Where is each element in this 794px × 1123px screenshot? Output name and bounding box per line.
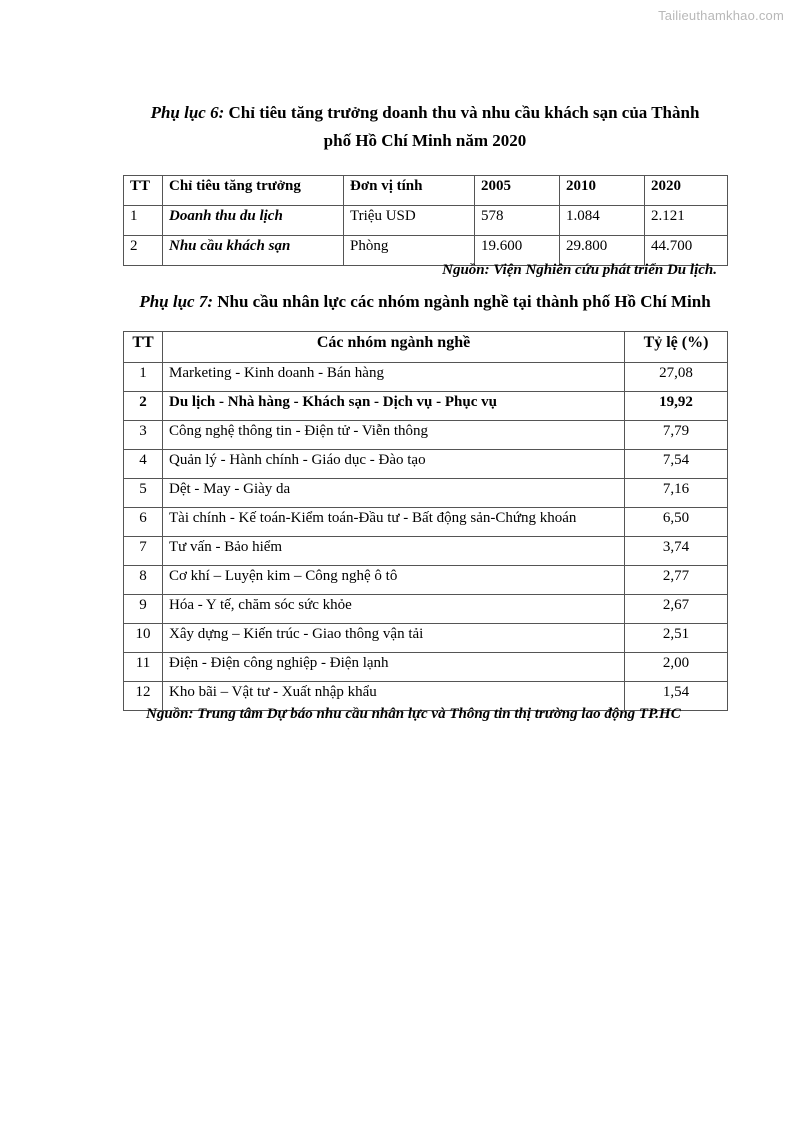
cell-rate: 2,51 [625, 624, 728, 653]
appendix-6-source: Nguồn: Viện Nghiên cứu phát triển Du lịch. [442, 262, 717, 278]
cell-tt: 9 [124, 595, 163, 624]
cell-group: Tài chính - Kế toán-Kiểm toán-Đầu tư - Bất động sản-Chứng khoán [163, 508, 625, 537]
cell-group: Xây dựng – Kiến trúc - Giao thông vận tải [163, 624, 625, 653]
cell-group: Cơ khí – Luyện kim – Công nghệ ô tô [163, 566, 625, 595]
cell-rate: 19,92 [625, 392, 728, 421]
appendix-6-title [120, 99, 730, 155]
table-header-row [124, 332, 728, 363]
table-row [124, 421, 728, 450]
table-row [124, 537, 728, 566]
cell-rate: 3,74 [625, 537, 728, 566]
table-row [124, 363, 728, 392]
cell-rate: 7,79 [625, 421, 728, 450]
cell-group: Du lịch - Nhà hàng - Khách sạn - Dịch vụ - Phục vụ [163, 392, 625, 421]
header-unit: Đơn vị tính [344, 176, 475, 206]
table-row [124, 508, 728, 537]
cell-group: Hóa - Y tế, chăm sóc sức khỏe [163, 595, 625, 624]
table-row [124, 236, 728, 266]
cell-indicator: Doanh thu du lịch [163, 206, 344, 236]
appendix-6-title-line1: Chỉ tiêu tăng trưởng doanh thu và nhu cầu khách sạn của Thành [224, 103, 700, 122]
appendix-7-title [120, 288, 730, 316]
header-tt: TT [124, 176, 163, 206]
cell-tt: 2 [124, 236, 163, 266]
cell-2020: 44.700 [645, 236, 728, 266]
cell-tt: 1 [124, 206, 163, 236]
cell-tt: 2 [124, 392, 163, 421]
table-row [124, 653, 728, 682]
cell-rate: 2,77 [625, 566, 728, 595]
cell-2005: 19.600 [475, 236, 560, 266]
header-2005: 2005 [475, 176, 560, 206]
appendix-7-source: Nguồn: Trung tâm Dự báo nhu cầu nhân lực và Thông tin thị trường lao động TP.HC [146, 706, 681, 722]
cell-rate: 27,08 [625, 363, 728, 392]
table-row [124, 566, 728, 595]
cell-group: Kho bãi – Vật tư - Xuất nhập khẩu [163, 682, 625, 711]
header-2020: 2020 [645, 176, 728, 206]
appendix-7-label: Phụ lục 7: [139, 292, 213, 311]
cell-tt: 7 [124, 537, 163, 566]
cell-rate: 7,16 [625, 479, 728, 508]
cell-group: Công nghệ thông tin - Điện tử - Viễn thông [163, 421, 625, 450]
cell-rate: 2,67 [625, 595, 728, 624]
header-indicator: Chỉ tiêu tăng trưởng [163, 176, 344, 206]
cell-group: Dệt - May - Giày da [163, 479, 625, 508]
cell-tt: 8 [124, 566, 163, 595]
watermark: Tailieuthamkhao.com [658, 8, 784, 23]
cell-unit: Triệu USD [344, 206, 475, 236]
table-row [124, 450, 728, 479]
cell-tt: 11 [124, 653, 163, 682]
header-rate: Tỷ lệ (%) [625, 332, 728, 363]
cell-indicator: Nhu cầu khách sạn [163, 236, 344, 266]
cell-rate: 6,50 [625, 508, 728, 537]
header-2010: 2010 [560, 176, 645, 206]
cell-unit: Phòng [344, 236, 475, 266]
cell-2020: 2.121 [645, 206, 728, 236]
appendix-6-label: Phụ lục 6: [150, 103, 225, 122]
table-row [124, 206, 728, 236]
cell-tt: 6 [124, 508, 163, 537]
cell-tt: 3 [124, 421, 163, 450]
cell-group: Điện - Điện công nghiệp - Điện lạnh [163, 653, 625, 682]
table-row [124, 595, 728, 624]
cell-tt: 1 [124, 363, 163, 392]
cell-rate: 1,54 [625, 682, 728, 711]
cell-group: Marketing - Kinh doanh - Bán hàng [163, 363, 625, 392]
table-row-highlighted [124, 392, 728, 421]
cell-group: Tư vấn - Bảo hiểm [163, 537, 625, 566]
table-row [124, 479, 728, 508]
table-row [124, 624, 728, 653]
cell-tt: 5 [124, 479, 163, 508]
cell-tt: 10 [124, 624, 163, 653]
header-tt: TT [124, 332, 163, 363]
table-header-row [124, 176, 728, 206]
cell-rate: 7,54 [625, 450, 728, 479]
cell-tt: 4 [124, 450, 163, 479]
cell-2005: 578 [475, 206, 560, 236]
appendix-7-title-text: Nhu cầu nhân lực các nhóm ngành nghề tại thành phố Hồ Chí Minh [213, 292, 711, 311]
growth-indicators-table [123, 175, 728, 266]
cell-2010: 1.084 [560, 206, 645, 236]
cell-2010: 29.800 [560, 236, 645, 266]
workforce-demand-table [123, 331, 728, 711]
cell-group: Quản lý - Hành chính - Giáo dục - Đào tạo [163, 450, 625, 479]
header-group: Các nhóm ngành nghề [163, 332, 625, 363]
cell-rate: 2,00 [625, 653, 728, 682]
appendix-6-title-line2: phố Hồ Chí Minh năm 2020 [323, 131, 527, 150]
cell-tt: 12 [124, 682, 163, 711]
